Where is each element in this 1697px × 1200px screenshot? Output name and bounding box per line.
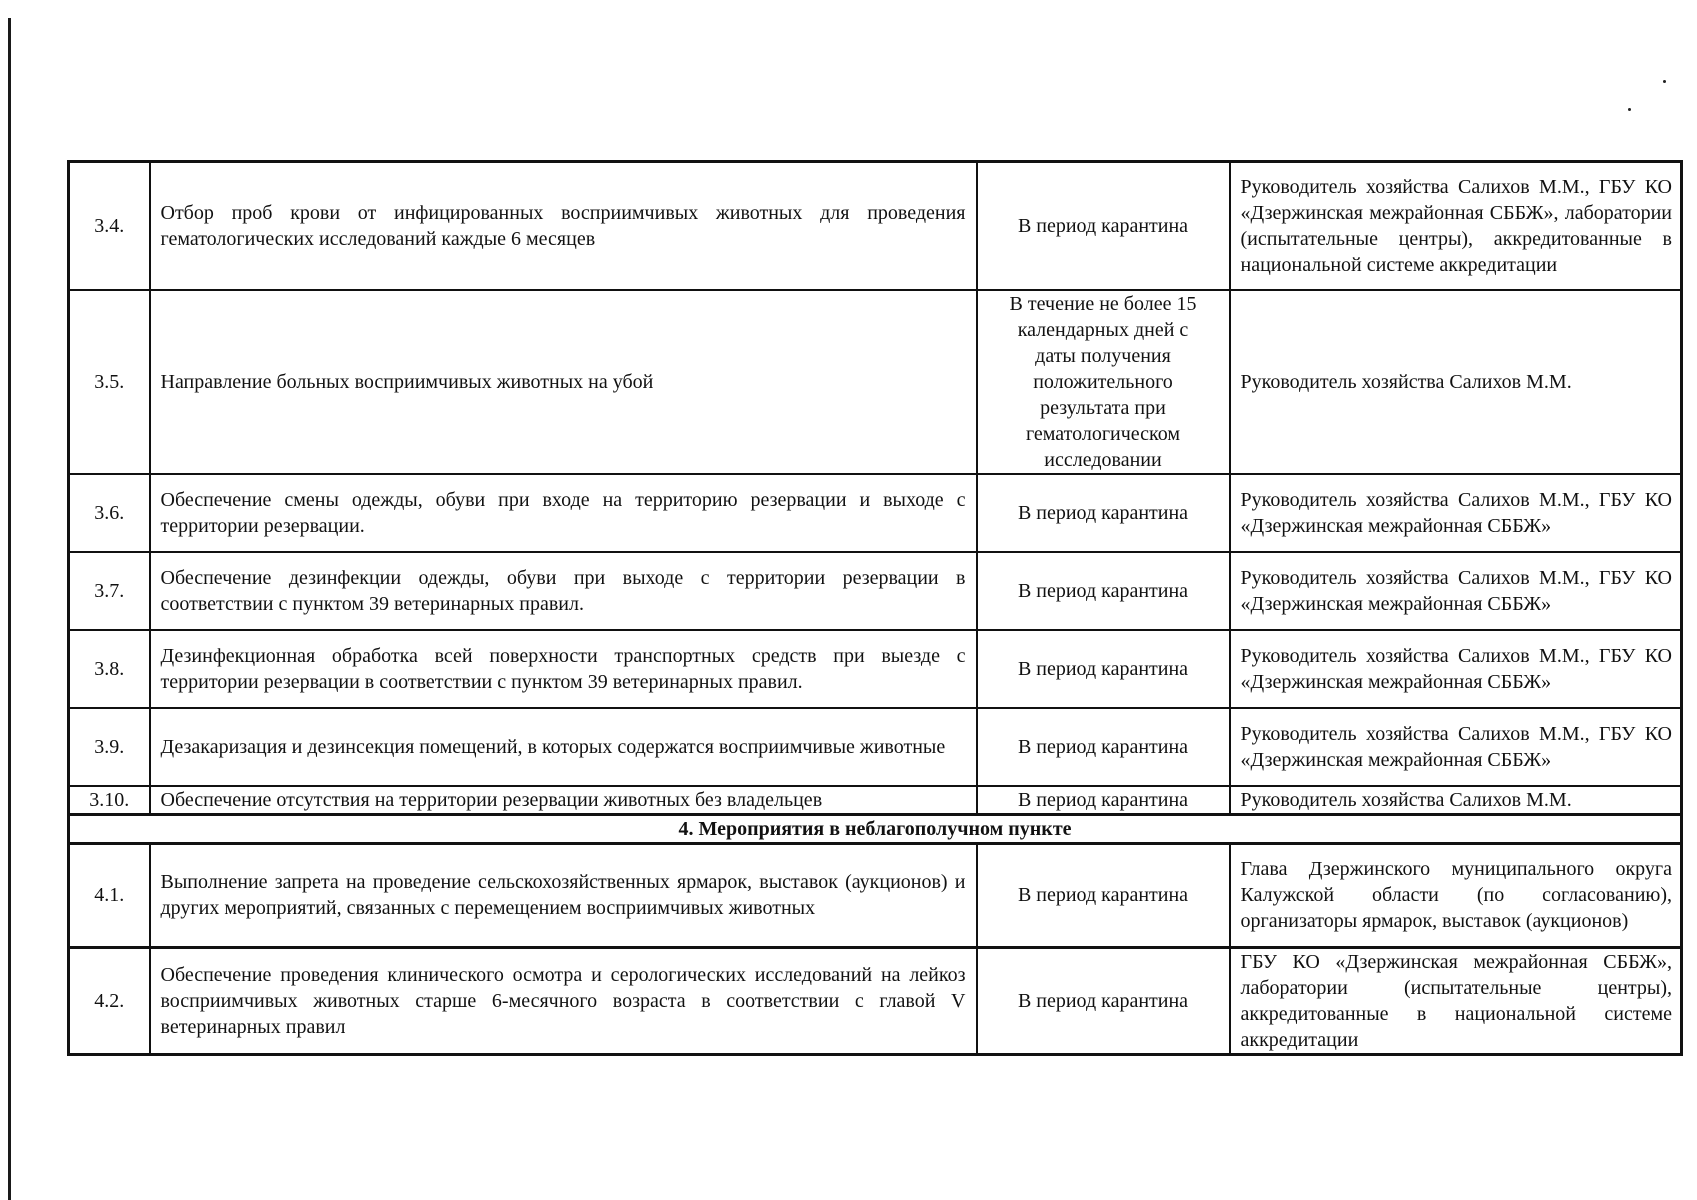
term-line: положительного [1033,370,1173,393]
action-text: Направление больных восприимчивых животных на убой [150,290,977,474]
table-row-4-1 [69,843,1682,947]
responsible-text: Руководитель хозяйства Салихов М.М., ГБУ КО «Дзержинская межрайонная СББЖ», лаборатории (испытательные центры), аккредитованные в национальной системе аккредитации [1230,162,1682,290]
item-number: 3.5. [69,290,150,474]
action-text: Обеспечение проведения клинического осмотра и серологических исследований на лейкоз восприимчивых животных старше 6-месячного возраста в соответствии с главой V ветеринарных правил [150,947,977,1054]
term-text: В период карантина [977,474,1230,552]
term-text: В период карантина [977,843,1230,947]
responsible-text: Руководитель хозяйства Салихов М.М., ГБУ КО «Дзержинская межрайонная СББЖ» [1230,552,1682,630]
table-row-3-6 [69,474,1682,552]
responsible-text: Руководитель хозяйства Салихов М.М., ГБУ КО «Дзержинская межрайонная СББЖ» [1230,708,1682,786]
scan-speck [1628,108,1631,111]
measures-table [67,160,1683,1056]
scan-speck [1663,80,1666,83]
action-text: Отбор проб крови от инфицированных восприимчивых животных для проведения гематологических исследований каждые 6 месяцев [150,162,977,290]
term-line: гематологическом [1025,422,1181,445]
action-text: Обеспечение дезинфекции одежды, обуви при выходе с территории резервации в соответствии с пунктом 39 ветеринарных правил. [150,552,977,630]
table-row-3-9 [69,708,1682,786]
item-number: 4.1. [69,843,150,947]
item-number: 3.10. [69,786,150,815]
action-text: Дезинфекционная обработка всей поверхности транспортных средств при выезде с территории резервации в соответствии с пунктом 39 ветеринарных правил. [150,630,977,708]
action-text: Выполнение запрета на проведение сельскохозяйственных ярмарок, выставок (аукционов) и других мероприятий, связанных с перемещением восприимчивых животных [150,843,977,947]
table-row-3-5 [69,290,1682,474]
section-4-title: 4. Мероприятия в неблагополучном пункте [69,814,1682,843]
term-text: В период карантина [977,708,1230,786]
term-text: В период карантина [977,786,1230,815]
term-line: исследовании [1044,448,1162,471]
item-number: 3.4. [69,162,150,290]
term-text: В период карантина [977,552,1230,630]
table-row-3-4 [69,162,1682,290]
responsible-text: Руководитель хозяйства Салихов М.М. [1230,786,1682,815]
responsible-text: Глава Дзержинского муниципального округа Калужской области (по согласованию), организаторы ярмарок, выставок (аукционов) [1230,843,1682,947]
term-line: даты получения [1035,344,1171,367]
action-text: Обеспечение смены одежды, обуви при входе на территорию резервации и выходе с территории резервации. [150,474,977,552]
section-heading-row [69,814,1682,843]
item-number: 3.7. [69,552,150,630]
table-row-3-7 [69,552,1682,630]
responsible-text: Руководитель хозяйства Салихов М.М. [1230,290,1682,474]
term-line: результата при [1040,396,1166,419]
table-row-4-2 [69,947,1682,1054]
responsible-text: ГБУ КО «Дзержинская межрайонная СББЖ», лаборатории (испытательные центры), аккредитованные в национальной системе аккредитации [1230,947,1682,1054]
scan-edge-line [8,18,11,1200]
responsible-text: Руководитель хозяйства Салихов М.М., ГБУ КО «Дзержинская межрайонная СББЖ» [1230,630,1682,708]
term-text [977,290,1230,474]
term-text: В период карантина [977,162,1230,290]
table-row-3-10 [69,786,1682,815]
responsible-text: Руководитель хозяйства Салихов М.М., ГБУ КО «Дзержинская межрайонная СББЖ» [1230,474,1682,552]
term-line: В течение не более 15 [1009,292,1197,315]
item-number: 3.8. [69,630,150,708]
item-number: 3.9. [69,708,150,786]
table-row-3-8 [69,630,1682,708]
item-number: 4.2. [69,947,150,1054]
action-text: Дезакаризация и дезинсекция помещений, в которых содержатся восприимчивые животные [150,708,977,786]
action-text: Обеспечение отсутствия на территории резервации животных без владельцев [150,786,977,815]
term-text: В период карантина [977,630,1230,708]
term-line: календарных дней с [1017,318,1189,341]
item-number: 3.6. [69,474,150,552]
term-text: В период карантина [977,947,1230,1054]
